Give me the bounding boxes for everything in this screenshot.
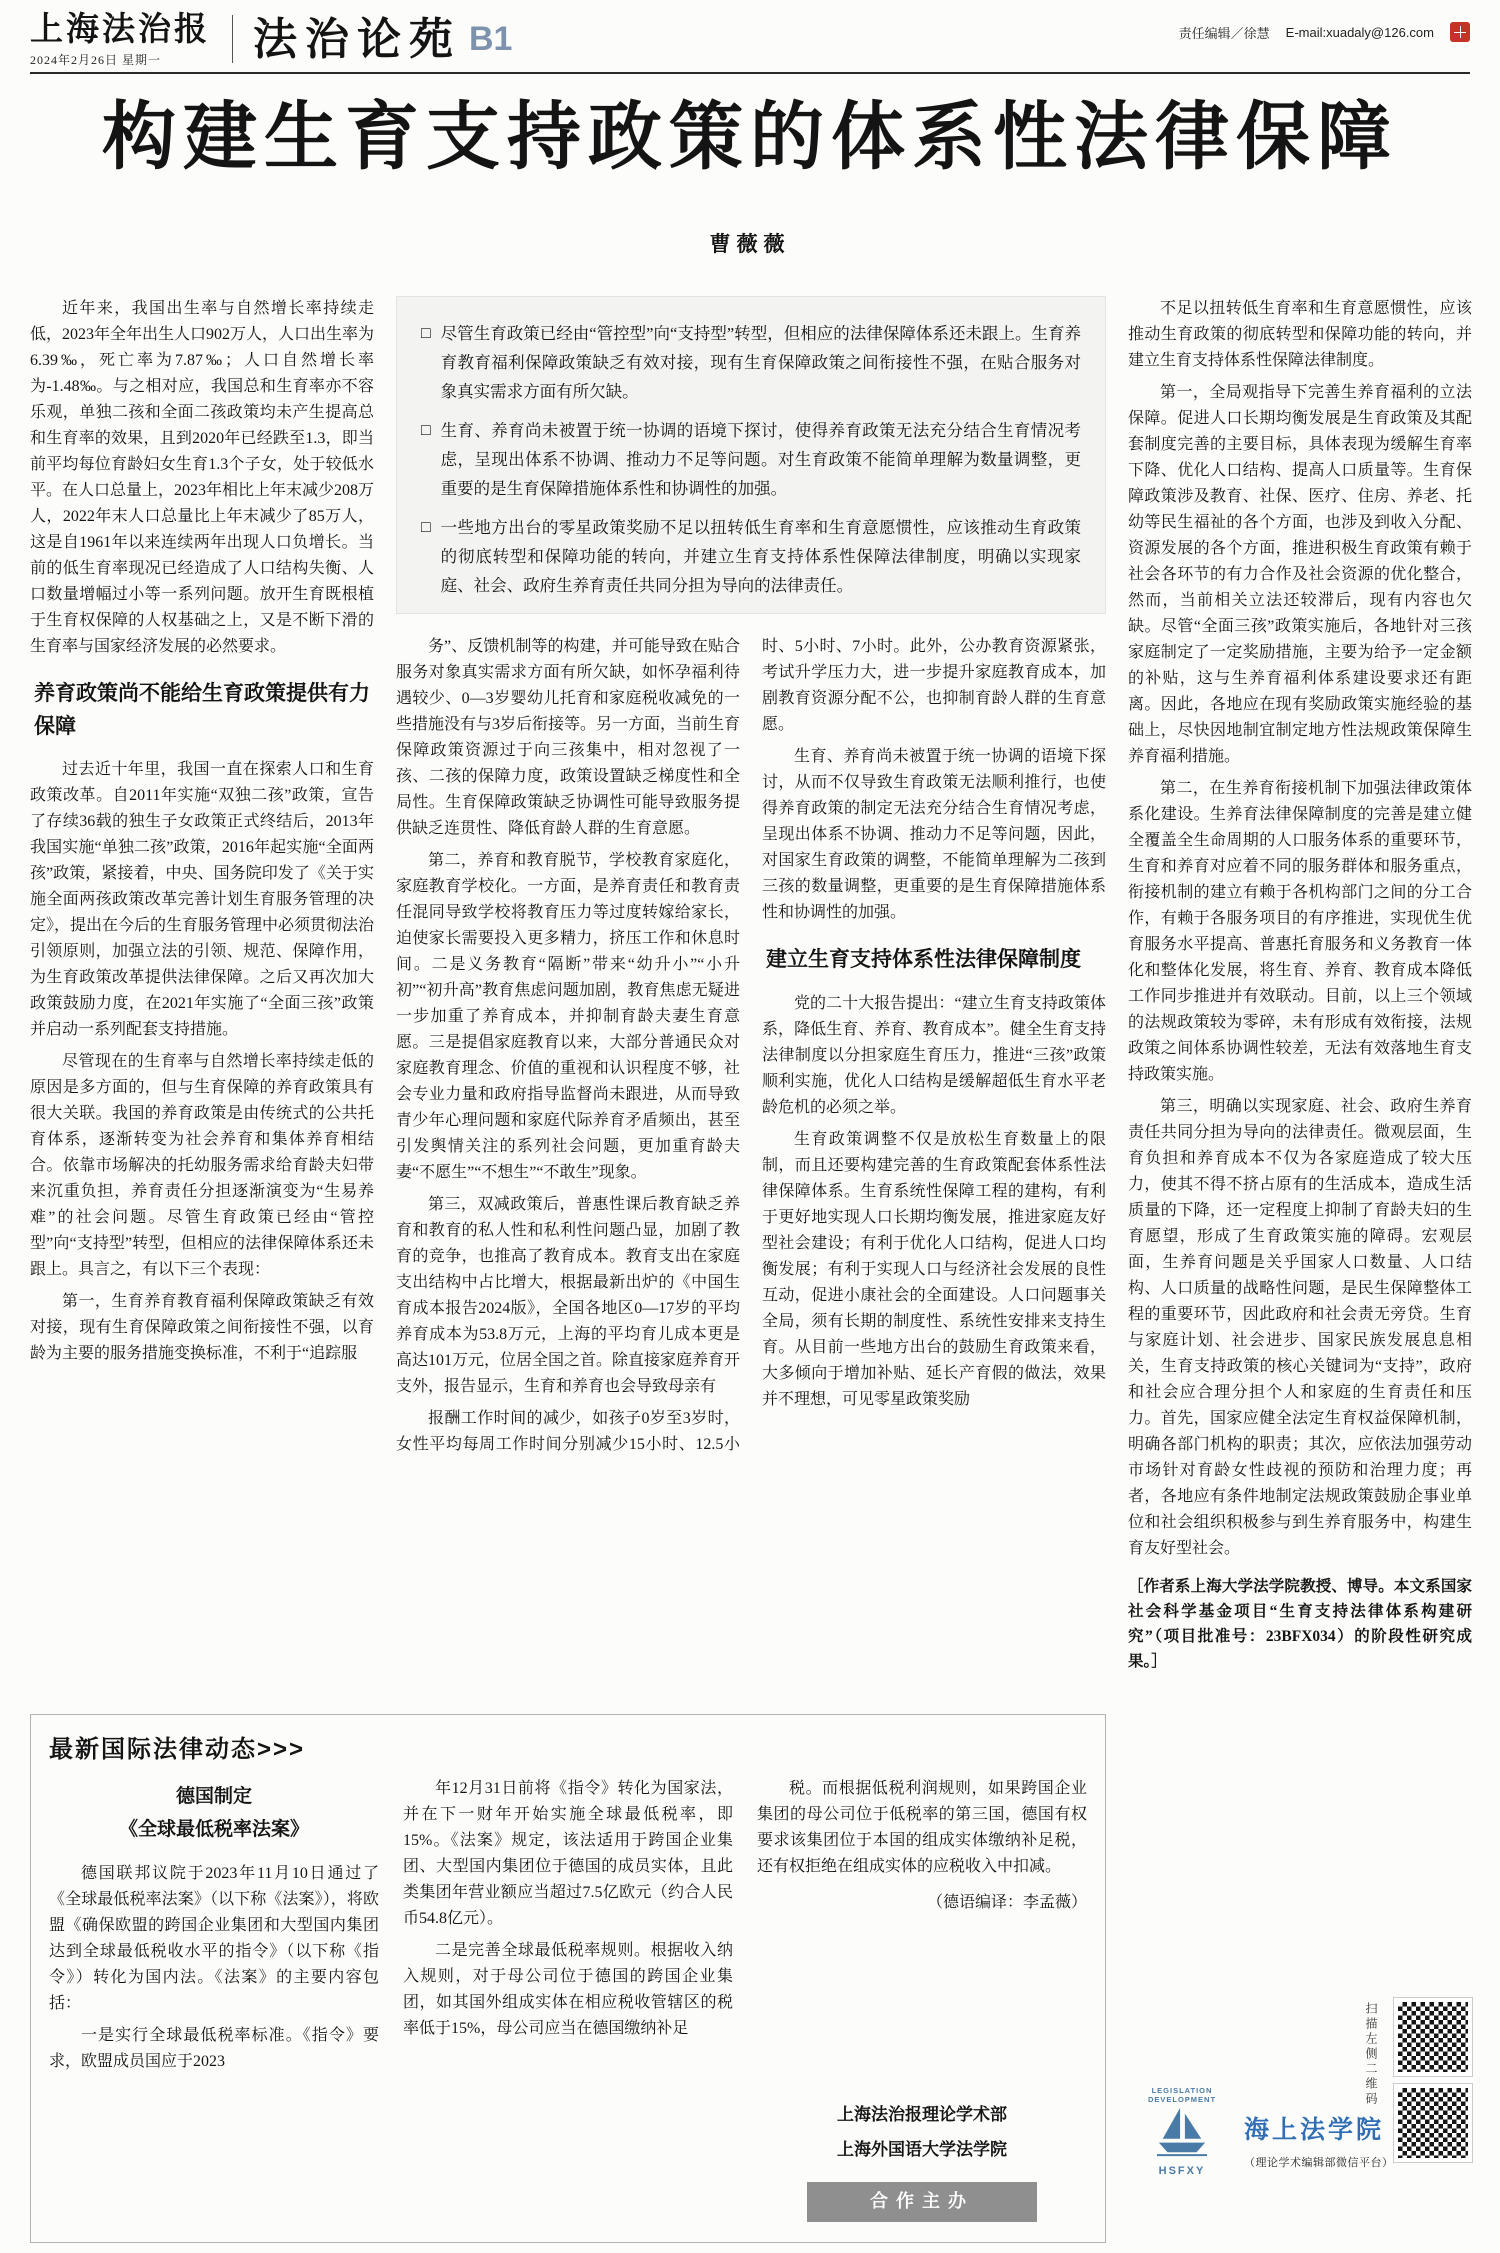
editor-credit: 责任编辑／徐慧 — [1178, 25, 1270, 41]
body-paragraph: 不足以扭转低生育率和生育意愿惯性，应该推动生育政策的彻底转型和保障功能的转向，并建立生育支持体系性保障法律制度。 — [1128, 300, 1472, 369]
author-bio-note: ［作者系上海大学法学院教授、博导。本文系国家社会科学基金项目“生育支持法律体系构建研究”（项目批准号：23BFX034）的阶段性研究成果。］ — [1128, 1578, 1472, 1670]
abstract-text: 一些地方出台的零星政策奖励不足以扭转低生育率和生育意愿惯性，应该推动生育政策的彻底转型和保障功能的转向，并建立生育支持体系性保障法律制度，明确以实现家庭、社会、政府生养育责任共同分担为导向的法律责任。 — [440, 518, 1081, 595]
law-school-subtitle: （理论学术编辑部微信平台） — [1244, 2157, 1394, 2169]
masthead-divider — [232, 15, 233, 63]
qr-code-icon — [1394, 1998, 1472, 2076]
logo-english-text: LEGISLATION DEVELOPMENT — [1147, 2086, 1217, 2104]
bottom-columns — [49, 1776, 1087, 2226]
bottom-article-title-line1: 德国制定 — [175, 1786, 252, 1807]
checkbox-bullet-icon: □ — [421, 422, 431, 439]
body-paragraph: 一是实行全球最低税率标准。《指令》要求，欧盟成员国应于2023 — [49, 2026, 379, 2070]
page-number: B1 — [469, 20, 513, 58]
section-title: 法治论苑 — [253, 15, 461, 64]
body-paragraph: 第二，在生养育衔接机制下加强法律政策体系化建设。生养育法律保障制度的完善是建立健全覆盖全生命周期的人口服务体系的重要环节，生育和养育对应着不同的服务群体和服务重点，衔接机制的建立有赖于各机构部门之间的分工合作，有赖于各服务项目的有序推进，实现优生优育服务水平提高、普惠托育服务和义务教育一体化和整体化发展，将生育、养育、教育成本降低工作同步推进并有效联动。目前，以上三个领域的法规政策较为零碎，未有形成有效衔接，法规政策之间体系协调性较差，无法有效落地生育支持政策实施。 — [1128, 780, 1472, 1083]
body-paragraph: 二是完善全球最低税率规则。根据收入纳入规则，对于母公司位于德国的跨国企业集团，如其国外组成实体在相应税收管辖区的税率低于15%，母公司应当在德国缴纳补足 — [403, 1942, 733, 2037]
body-paragraph: 第一，生育养育教育福利保障政策缺乏有效对接，现有生育保障政策之间衔接性不强，以育龄为主要的服务措施变换标准，不利于“追踪服 — [30, 1293, 374, 1363]
body-paragraph: 第二，养育和教育脱节，学校教育家庭化，家庭教育学校化。一方面，是养育责任和教育责任混同导致学校将教育压力等过度转嫁给家长，迫使家长需要投入更多精力，挤压工作和休息时间。二是义务教育“隔断”带来“幼升小”“小升初”“初升高”教育焦虑问题加剧，教育焦虑无疑进一步加重了养育成本，并抑制育龄夫妻生育意愿。三是提倡家庭教育以来，大部分普通民众对家庭教育理念、价值的重视和认识程度不够，社会专业力量和政府指导监督尚未跟进，从而导致青少年心理问题和家庭代际养育矛盾频出，甚至引发舆情关注的系列社会问题，更加重育龄夫妻“不愿生”“不想生”“不敢生”现象。 — [396, 852, 740, 1181]
masthead — [30, 12, 1470, 74]
article-author: 曹薇薇 — [709, 232, 791, 256]
body-paragraph: 尽管现在的生育率与自然增长率持续走低的原因是多方面的，但与生育保障的养育政策具有很大关联。我国的养育政策是由传统式的公共托育体系，逐渐转变为社会养育和集体养育相结合。依靠市场解决的托幼服务需求给育龄夫妇带来沉重负担，养育责任分担逐渐演变为“生易养难”的社会问题。尽管生育政策已经由“管控型”向“支持型”转型，但相应的法律保障体系还未跟上。具言之，有以下三个表现： — [30, 1053, 374, 1279]
body-paragraph: 第三，明确以实现家庭、社会、政府生养育责任共同分担为导向的法律责任。微观层面，生育负担和养育成本不仅为各家庭造成了较大压力，使其不得不挤占原有的生活成本，造成生活质量的下降，还一定程度上抑制了育龄夫妇的生育愿望，形成了生育政策实施的障碍。宏观层面，生养育问题是关乎国家人口数量、人口结构、人口质量的战略性问题，是民生保障整体工程的重要环节，因此政府和社会责无旁贷。生育与家庭计划、社会进步、国家民族发展息息相关，生育支持政策的核心关键词为“支持”，政府和社会应合理分担个人和家庭的生育责任和压力。首先，国家应健全法定生育权益保障机制，明确各部门机构的职责；其次，应依法加强劳动市场针对育龄女性歧视的预防和治理力度；再者，各地应有条件地制定法规政策鼓励企事业单位和社会组织积极参与到生养育服务中，构建生育友好型社会。 — [1128, 1098, 1472, 1557]
section-heading-1: 养育政策尚不能给生育政策提供有力保障 — [34, 682, 370, 738]
body-paragraph: 年12月31日前将《指令》转化为国家法，并在下一财年开始实施全球最低税率，即15%。《法案》规定，该法适用于跨国企业集团、大型国内集团位于德国的成员实体，且此类集团年营业额应当超过7.5亿欧元（约合人民币54.8亿元）。 — [403, 1780, 733, 1927]
law-school-logo — [1130, 2086, 1234, 2177]
abstract-item — [421, 416, 1081, 503]
body-paragraph: 税。而根据低税利润规则，如果跨国企业集团的母公司位于低税率的第三国，德国有权要求该集团位于本国的组成实体缴纳补足税，还有权拒绝在组成实体的应税收入中扣减。 — [757, 1780, 1087, 1875]
qr-code-icon — [1394, 2084, 1472, 2162]
organizer-2: 上海外国语大学法学院 — [837, 2140, 1007, 2160]
checkbox-bullet-icon: □ — [421, 519, 431, 536]
bottom-news-section — [30, 1714, 1106, 2243]
body-paragraph: 第三，双减政策后，普惠性课后教育缺乏养育和教育的私人性和私利性问题凸显，加剧了教育的竞争，也推高了教育成本。教育支出在家庭支出结构中占比增大，根据最新出炉的《中国生育成本报告2024版》，全国各地区0—17岁的平均养育成本为53.8万元，上海的平均育儿成本更是高达101万元，位居全国之首。除直接家庭养育开支外，报告显示，生育和养育也会导致母亲有 — [396, 1196, 741, 1395]
article-column-1 — [30, 296, 374, 1688]
body-paragraph: 德国联邦议院于2023年11月10日通过了《全球最低税率法案》（以下称《法案》），将欧盟《确保欧盟的跨国企业集团和大型国内集团达到全球最低税收水平的指令》（以下称《指令》）转化为国内法。《法案》的主要内容包括： — [49, 1864, 379, 2012]
editor-email: E-mail:xuadaly@126.com — [1285, 24, 1434, 40]
article-column-flow — [396, 634, 1106, 1668]
abstract-item — [421, 319, 1081, 406]
body-paragraph: 生育政策调整不仅是放松生育数量上的限制，而且还要构建完善的生育政策配套体系性法律保障体系。生育系统性保障工程的建构，有利于更好地实现人口长期均衡发展，推进家庭友好型社会建设；有利于优化人口结构，促进人口均衡发展；有利于实现人口与经济社会发展的良性互动，促进小康社会的全面建设。人口问题事关全局，须有长期的制度性、系统性安排来支持生育。从目前一些地方出台的鼓励生育政策来看，大多倾向于增加补贴、延长产育假的做法，效果并不理想，可见零星政策奖励 — [762, 1130, 1106, 1408]
bottom-column-3 — [757, 1776, 1087, 2226]
paper-name: 上海法治报 — [30, 12, 210, 48]
abstract-text: 生育、养育尚未被置于统一协调的语境下探讨，使得养育政策无法充分结合生育情况考虑，呈现出体系不协调、推动力不足等问题。对生育政策不能简单理解为数量调整，更重要的是生育保障措施体系性和协调性的加强。 — [440, 421, 1081, 498]
registration-seal-icon — [1450, 22, 1470, 42]
body-paragraph: 报酬工作时间的减少，如孩子0岁至3岁时，女性平均每周工作时间分别减少15小时、12.5小时、5小时、7小时。此外，公办教育资源紧张，考试升学压力大，进一步提升家庭教育成本，加剧教育资源分配不公，也抑制育龄人群的生育意愿。 — [396, 638, 1106, 1453]
bottom-column-1 — [49, 1776, 379, 2226]
bottom-article-title-line2: 《全球最低税率法案》 — [118, 1819, 309, 1841]
bottom-column-2 — [403, 1776, 733, 2226]
qr-scan-note: 扫描左侧二维码 — [1364, 2002, 1378, 2107]
body-paragraph: 生育、养育尚未被置于统一协调的语境下探讨，从而不仅导致生育政策无法顺利推行，也使得养育政策的制定无法充分结合生育情况考虑，呈现出体系不协调、推动力不足等问题，因此，对国家生育政策的调整，不能简单理解为二孩到三孩的数量调整，更重要的是生育保障措施体系性和协调性的加强。 — [762, 748, 1106, 921]
checkbox-bullet-icon: □ — [421, 325, 431, 342]
body-paragraph: 过去近十年里，我国一直在探索人口和生育政策改革。自2011年实施“双独二孩”政策，宣告了存续36载的独生子女政策正式终结后，2013年我国实施“单独二孩”政策，2016年起实施“全面两孩”政策，紧接着，中央、国务院印发了《关于实施全面两孩政策改革完善计划生育服务管理的决定》，提出在今后的生育服务管理中必须贯彻法治引领原则，加强立法的引领、规范、保障作用，为生育政策改革提供法律保障。之后又再次加大政策鼓励力度，在2021年实施了“全面三孩”政策并启动一系列配套支持措施。 — [30, 761, 374, 1039]
paper-date: 2024年2月26日 星期一 — [30, 53, 162, 67]
body-paragraph: 第一，全局观指导下完善生养育福利的立法保障。促进人口长期均衡发展是生育政策及其配套制度完善的主要目标，具体表现为缓解生育率下降、优化人口结构、提高人口质量等。生育保障政策涉及教育、社保、医疗、住房、养老、托幼等民生福祉的各个方面，也涉及到收入分配、资源发展的各个方面，推进积极生育政策有赖于社会各环节的有力合作及社会资源的优化整合，然而，当前相关立法还较滞后，现有内容也欠缺。尽管“全面三孩”政策实施后，各地针对三孩家庭制定了一定奖励措施，主要为给予一定金额的补贴，这与生养育福利体系建设要求还有距离。因此，各地应在现有奖励政策实施经验的基础上，尽快因地制宜制定地方性法规政策保障生养育福利措施。 — [1128, 384, 1472, 765]
body-paragraph: 务”、反馈机制等的构建，并可能导致在贴合服务对象真实需求方面有所欠缺，如怀孕福利待遇较少、0—3岁婴幼儿托育和家庭税收减免的一些措施没有与3岁后衔接等。另一方面，当前生育保障政策资源过于向三孩集中，相对忽视了一孩、二孩的保障力度，政策设置缺乏梯度性和全局性。生育保障政策缺乏协调性可能导致服务提供缺乏连贯性、降低育龄人群的生育意愿。 — [396, 638, 741, 837]
masthead-left — [30, 12, 210, 68]
masthead-right — [1179, 12, 1470, 42]
qr-code-stack — [1394, 1998, 1472, 2162]
abstract-box — [396, 296, 1106, 614]
abstract-item — [421, 513, 1081, 600]
law-school-name-block — [1244, 2110, 1394, 2170]
organizer-block — [757, 2097, 1087, 2226]
abstract-text: 尽管生育政策已经由“管控型”向“支持型”转型，但相应的法律保障体系还未跟上。生育养育教育福利保障政策缺乏有效对接，现有生育保障政策之间衔接性不强，在贴合服务对象真实需求方面有所欠缺。 — [440, 324, 1081, 401]
section-heading-2: 建立生育支持体系性法律保障制度 — [766, 948, 1081, 971]
sailboat-icon — [1153, 2104, 1211, 2158]
article-column-4 — [1128, 296, 1472, 1972]
law-school-name: 海上法学院 — [1244, 2116, 1385, 2144]
body-paragraph: 近年来，我国出生率与自然增长率持续走低，2023年全年出生人口902万人，人口出生率为6.39‰，死亡率为7.87‰；人口自然增长率为-1.48‰。与之相对应，我国总和生育率亦不容乐观，单独二孩和全面二孩政策均未产生提高总和生育率的效果，且到2020年已经跌至1.3，即当前平均每位育龄妇女生育1.3个子女，处于较低水平。在人口总量上，2023年相比上年末减少208万人，2022年末人口总量比上年末减少了85万人，这是自1961年以来连续两年出现人口负增长。当前的低生育率现况已经造成了人口结构失衡、人口数量增幅过小等一系列问题。放开生育既根植于生育权保障的人权基础之上，又是不断下滑的生育率与国家经济发展的必然要求。 — [30, 300, 374, 655]
bottom-article-title — [49, 1780, 379, 1847]
logo-abbr-text: HSFXY — [1158, 2165, 1206, 2177]
article-title: 构建生育支持政策的体系性法律保障 — [102, 97, 1398, 179]
article-columns-middle — [396, 296, 1106, 1688]
body-paragraph: 党的二十大报告提出：“建立生育支持政策体系，降低生育、养育、教育成本”。健全生育支持法律制度以分担家庭生育压力，推进“三孩”政策顺利实施，优化人口结构是缓解超低生育水平老龄危机的必须之举。 — [762, 994, 1106, 1116]
organizer-1: 上海法治报理论学术部 — [837, 2104, 1007, 2124]
footer-logo-area — [1128, 1998, 1472, 2243]
translator-credit: （德语编译：李孟薇） — [926, 1894, 1087, 1911]
cooperation-label: 合作主办 — [807, 2182, 1037, 2222]
bottom-section-title: 最新国际法律动态>>> — [49, 1736, 306, 1763]
